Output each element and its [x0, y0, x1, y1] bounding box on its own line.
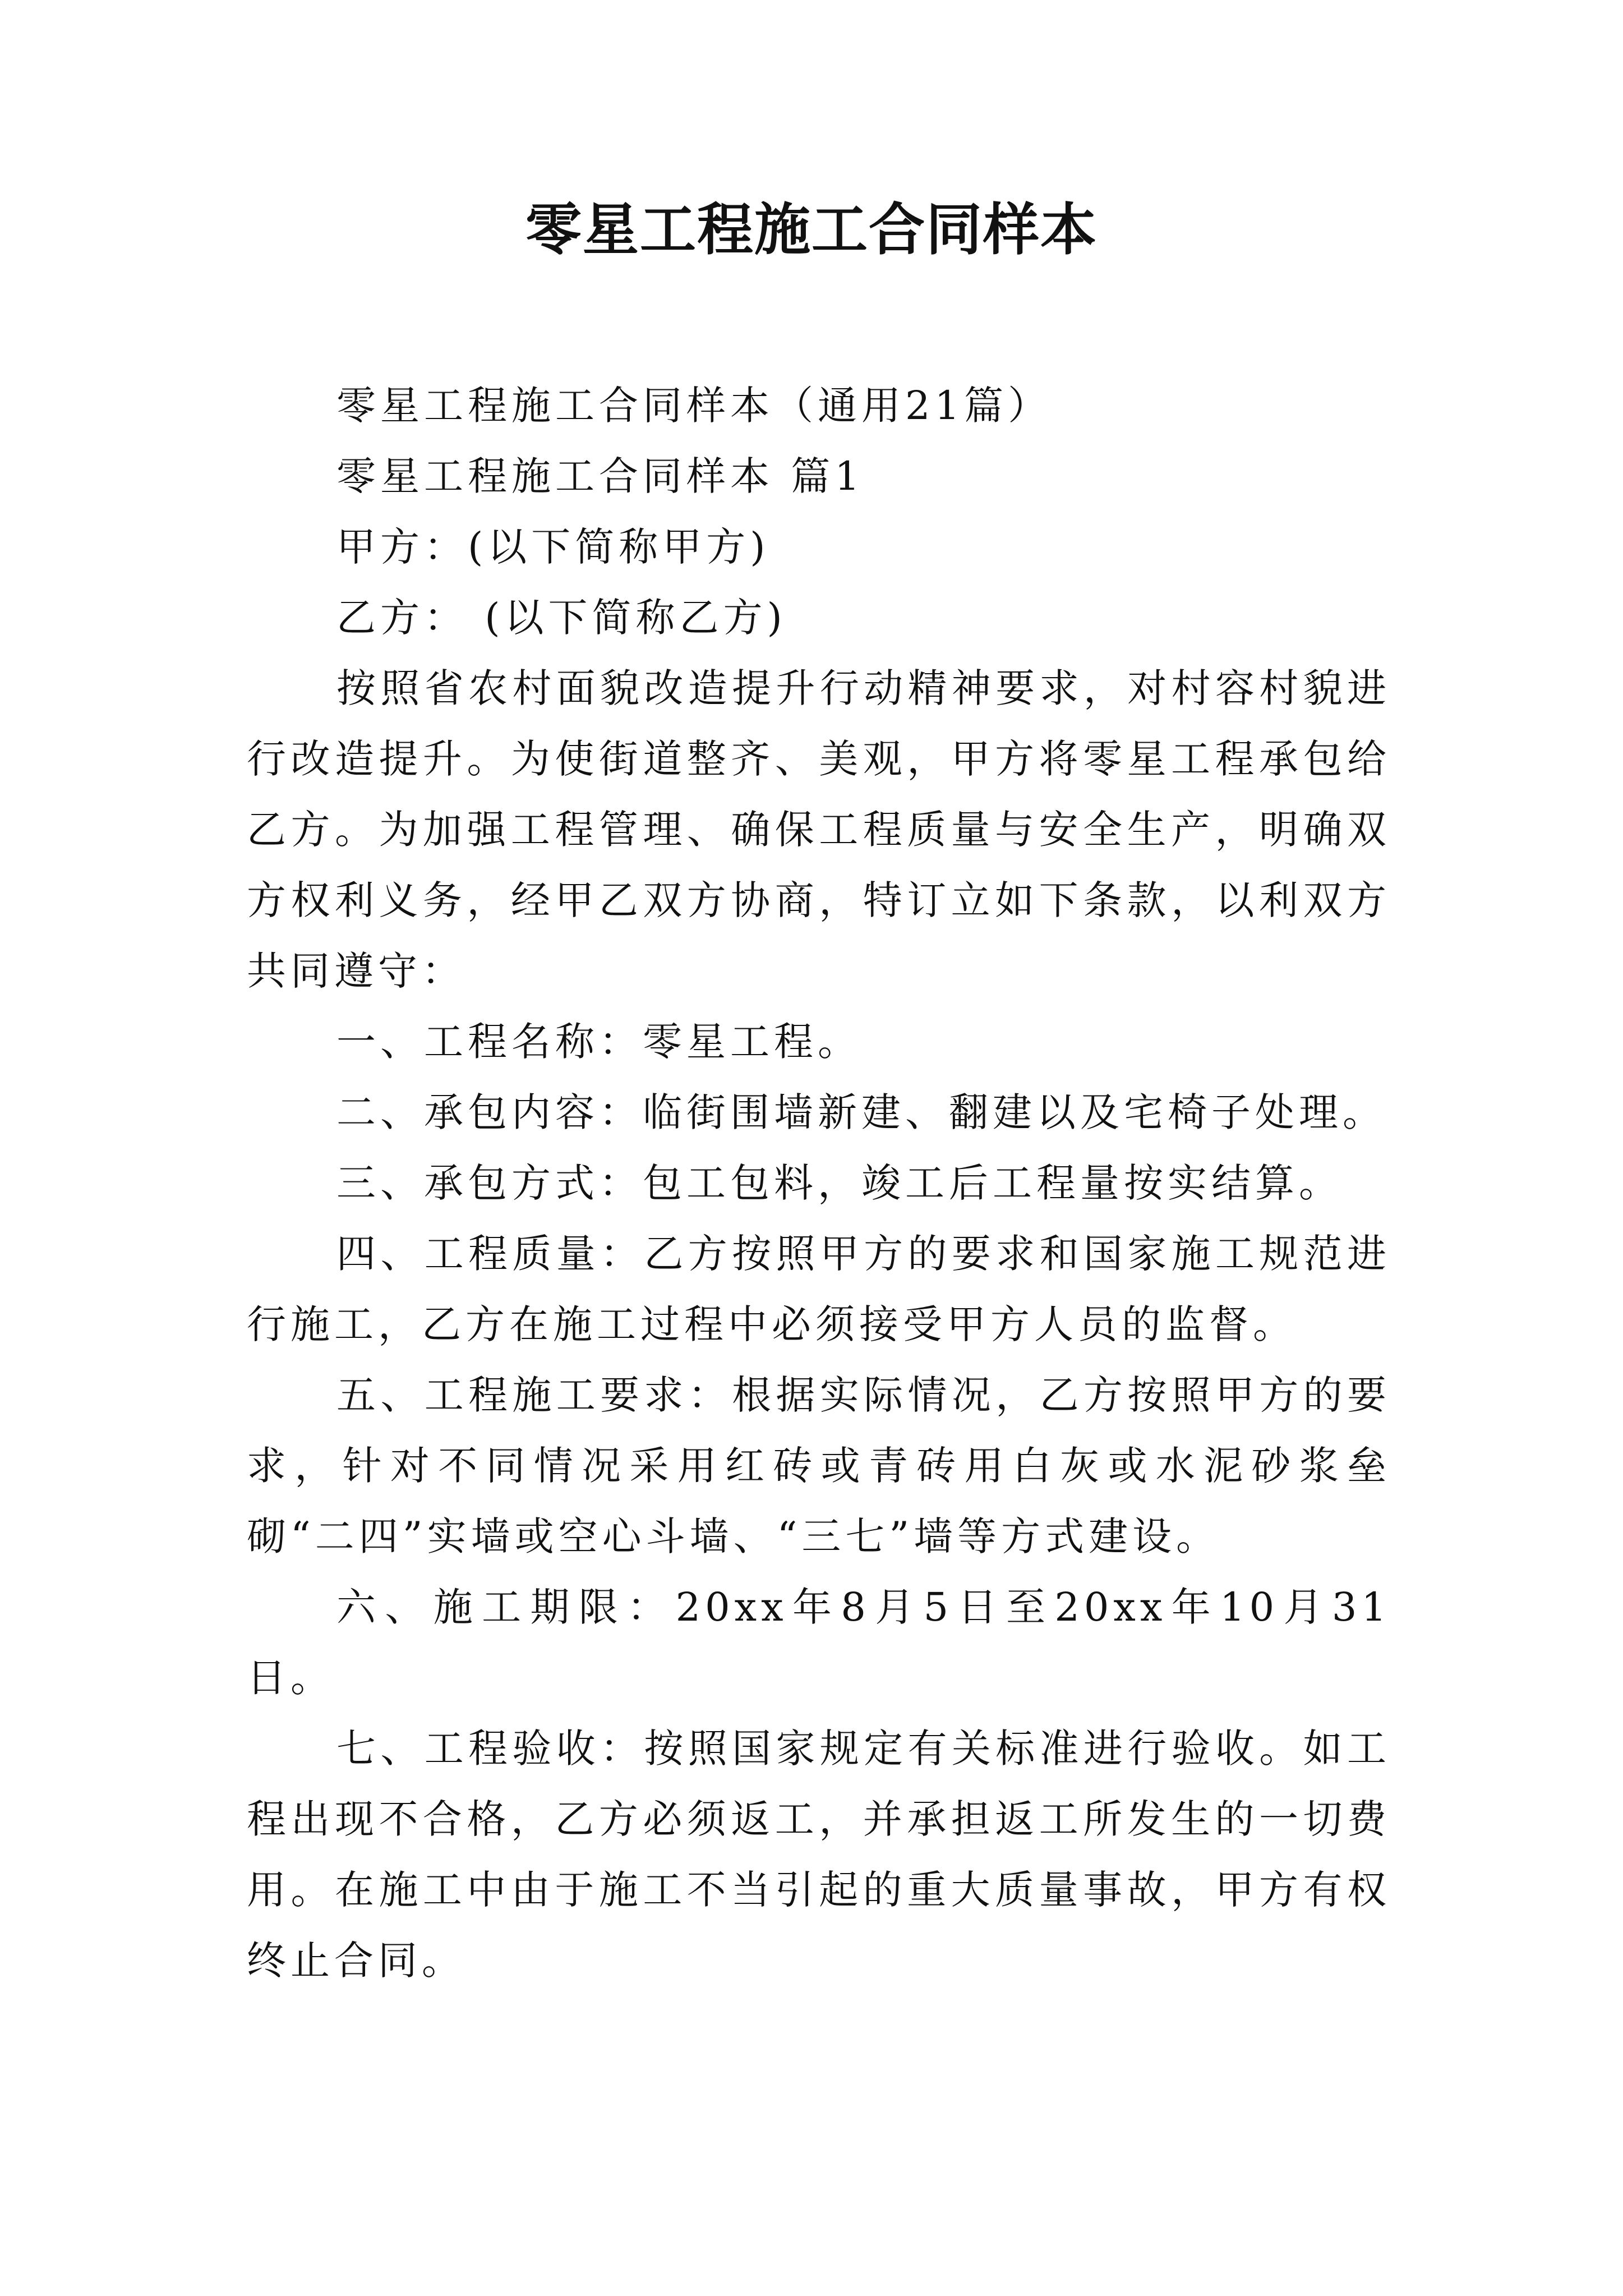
party-b-line: 乙方： (以下简称乙方)	[336, 595, 787, 641]
section-heading: 零星工程施工合同样本 篇1	[336, 453, 864, 499]
clause-construction-period: 六、施工期限：20xx年8月5日至20xx年10月31日。	[247, 1584, 1391, 1701]
clause-project-name: 一、工程名称：零星工程。	[336, 1019, 861, 1065]
clause-project-acceptance: 七、工程验收：按照国家规定有关标准进行验收。如工程出现不合格，乙方必须返工，并承担返工所发生的一切费用。在施工中由于施工不当引起的重大质量事故，甲方有权终止合同。	[247, 1726, 1391, 1984]
clause-contract-method: 三、承包方式：包工包料，竣工后工程量按实结算。	[336, 1160, 1343, 1206]
document-title: 零星工程施工合同样本	[525, 197, 1098, 263]
document-subtitle: 零星工程施工合同样本（通用21篇）	[336, 383, 1052, 429]
preamble-paragraph: 按照省农村面貌改造提升行动精神要求，对村容村貌进行改造提升。为使街道整齐、美观，甲方将零星工程承包给乙方。为加强工程管理、确保工程质量与安全生产，明确双方权利义务，经甲乙双方协商，特订立如下条款，以利双方共同遵守：	[247, 665, 1391, 994]
clause-project-quality: 四、工程质量：乙方按照甲方的要求和国家施工规范进行施工，乙方在施工过程中必须接受甲方人员的监督。	[247, 1231, 1391, 1347]
party-a-line: 甲方：(以下简称甲方)	[336, 524, 770, 570]
clause-construction-requirements: 五、工程施工要求：根据实际情况，乙方按照甲方的要求，针对不同情况采用红砖或青砖用白灰或水泥砂浆垒砌“二四”实墙或空心斗墙、“三七”墙等方式建设。	[247, 1372, 1391, 1559]
document-body	[247, 370, 1391, 1996]
clause-contract-content: 二、承包内容：临街围墙新建、翻建以及宅椅子处理。	[336, 1089, 1386, 1135]
